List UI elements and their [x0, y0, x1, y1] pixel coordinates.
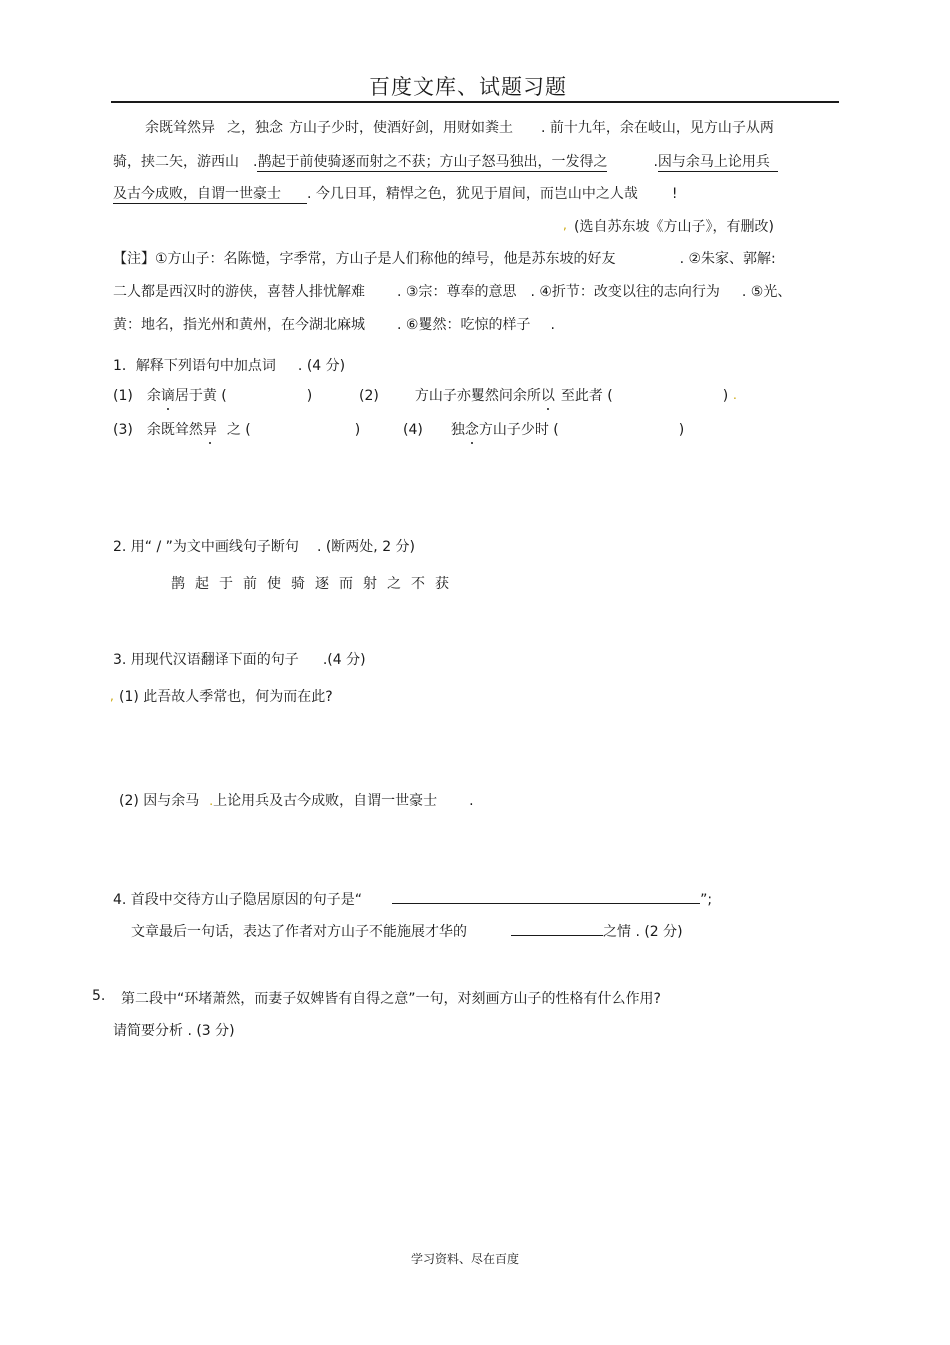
passage-text: 之，独念: [227, 120, 283, 136]
item-text: 方山子亦矍然问余所: [414, 388, 541, 404]
item-text: ): [354, 422, 361, 438]
note-text: . ⑤光、: [741, 284, 792, 300]
note-text: . ⑥矍然：吃惊的样子: [397, 317, 531, 333]
passage-text: . 今几日耳，精悍之色，犹见于眉间，而岂山中之人哉: [307, 186, 638, 202]
note-text: . ②朱家、郭解:: [679, 251, 776, 267]
note-line-3: [113, 314, 555, 334]
passage-text: 方山子少时，使酒好剑，用财如粪土: [289, 120, 513, 136]
answer-mark: ,: [110, 689, 114, 703]
underlined-sentence: 因与余马上论用兵: [658, 154, 778, 172]
question-text: 2. 用“ / ”为文中画线句子断句: [113, 539, 299, 555]
item-text: 方山子少时 (: [478, 422, 559, 438]
item-text: ): [306, 388, 313, 404]
question-2-stem: [113, 536, 415, 556]
passage-source: (选自苏东坡《方山子》，有删改): [574, 219, 774, 235]
sentence-to-punctuate: 鹊起于前使骑逐而射之不获: [171, 576, 459, 592]
note-text: 黄：地名，指光州和黄州，在今湖北麻城: [113, 317, 365, 333]
question-1-stem: [113, 355, 345, 375]
header-rule: [111, 101, 839, 103]
item-text: 余既耸然: [146, 422, 203, 438]
item-text: 之 (: [226, 422, 251, 438]
item-number: (2): [359, 388, 379, 404]
passage-text: .: [253, 154, 258, 170]
item-text: 至此者 (: [560, 388, 613, 404]
question-text: ”;: [700, 892, 713, 908]
q1-item-4: [403, 419, 684, 439]
q1-item-2: [359, 385, 728, 405]
passage-line-1: [145, 117, 774, 137]
note-text: . ③宗：尊奉的意思: [397, 284, 517, 300]
question-5-line-1: 第二段中“环堵萧然，而妻子奴婢皆有自得之意”一句，对刻画方山子的性格有什么作用?: [121, 991, 661, 1007]
note-line-2: [113, 281, 791, 301]
question-4-line-2: [131, 921, 683, 941]
underlined-sentence: 及古今成败，自谓一世豪士: [113, 186, 307, 204]
item-text: 独: [450, 422, 465, 438]
passage-text: .: [653, 154, 658, 170]
dotted-word: 谪: [160, 388, 175, 404]
question-4-line-1: [113, 889, 712, 909]
question-score: . (断两处, 2 分): [316, 539, 416, 555]
translate-sentence-2: (2) 因与余马 .上论用兵及古今成败，自谓一世豪士 .: [119, 793, 474, 809]
dotted-word: 念: [464, 422, 479, 438]
question-text: 3. 用现代汉语翻译下面的句子: [113, 652, 299, 668]
question-text: 之情 . (2 分): [603, 924, 683, 940]
note-text: 【注】①方山子：名陈慥，字季常，方山子是人们称他的绰号，他是苏东坡的好友: [113, 251, 616, 267]
passage-text: !: [671, 186, 678, 202]
underlined-sentence: 鹊起于前使骑逐而射之不获；: [257, 154, 440, 170]
item-number: (4): [403, 422, 423, 438]
sentence-text: .: [469, 793, 474, 809]
sentence-text: (2) 因与余马: [119, 793, 200, 809]
item-number: (1): [113, 388, 133, 404]
item-text: ): [722, 388, 729, 404]
answer-mark: .: [733, 388, 737, 402]
note-line-1: [113, 248, 776, 268]
question-5-line-2: 请简要分析 . (3 分): [113, 1023, 235, 1039]
page-footer: 学习资料、尽在百度: [411, 1252, 520, 1266]
item-text: 居于黄 (: [174, 388, 227, 404]
passage-line-3: [113, 183, 678, 203]
answer-blank[interactable]: [392, 889, 700, 904]
passage-mark: ,: [563, 218, 567, 232]
note-text: 二人都是西汉时的游侠，喜替人排忧解难: [113, 284, 365, 300]
page-title: 百度文库、试题习题: [369, 75, 567, 99]
note-text: .: [550, 317, 555, 333]
item-number: (3): [113, 422, 133, 438]
passage-text: 余既耸然异: [145, 120, 215, 136]
item-text: ): [678, 422, 685, 438]
q1-item-1: [113, 385, 312, 405]
passage-line-2: [113, 151, 778, 171]
question-text: 1．解释下列语句中加点词: [113, 358, 276, 374]
translate-sentence-1: (1) 此吾故人季常也，何为而在此?: [119, 689, 333, 705]
question-score: .(4 分): [322, 652, 366, 668]
underlined-sentence: 方山子怒马独出，一发得之: [439, 154, 608, 170]
question-text: 文章最后一句话，表达了作者对方山子不能施展才华的: [131, 924, 467, 940]
question-5-number: 5.: [92, 988, 106, 1004]
sentence-text: 上论用兵及古今成败，自谓一世豪士: [213, 793, 438, 809]
question-score: . (4 分): [297, 358, 346, 374]
item-text: 余: [146, 388, 161, 404]
question-3-stem: [113, 649, 366, 669]
answer-blank[interactable]: [511, 921, 603, 936]
q1-item-3: [113, 419, 360, 439]
question-text: 4. 首段中交待方山子隐居原因的句子是“: [113, 892, 363, 908]
dotted-word: 异: [202, 422, 217, 438]
passage-text: 骑，挟二矢，游西山: [113, 154, 239, 170]
note-text: . ④折节：改变以往的志向行为: [530, 284, 720, 300]
dotted-word: 以: [540, 388, 555, 404]
passage-text: . 前十九年，余在岐山，见方山子从两: [541, 120, 774, 136]
